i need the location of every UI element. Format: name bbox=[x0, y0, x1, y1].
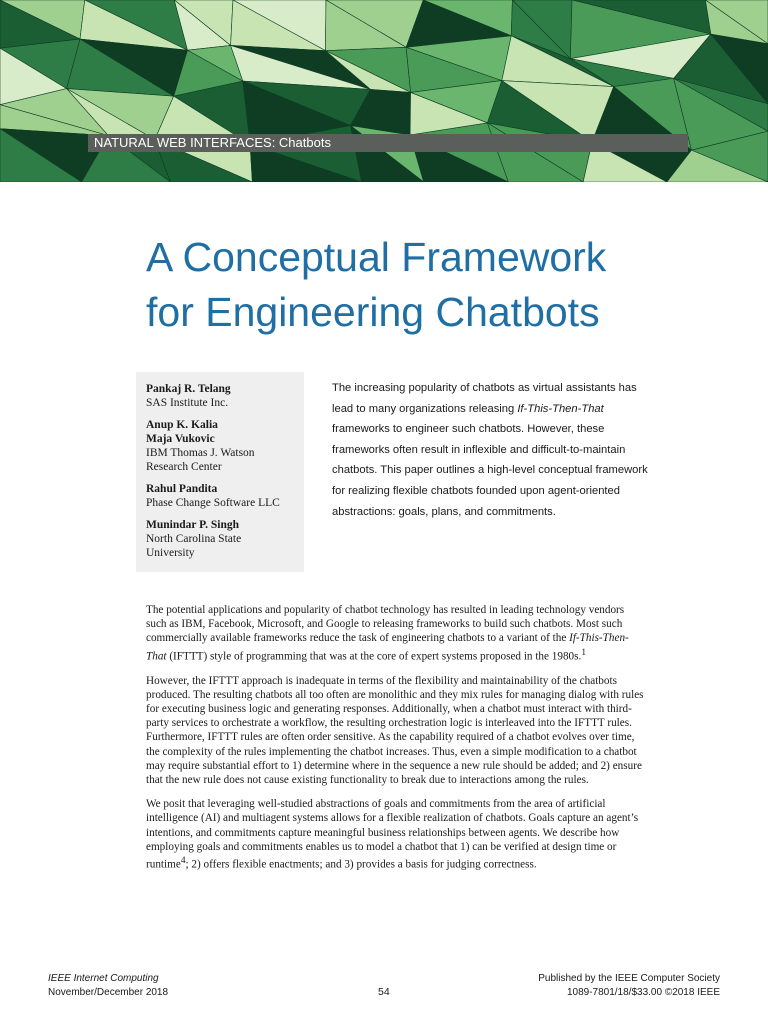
author-affiliation: IBM Thomas J. Watson bbox=[146, 447, 255, 459]
title-line-2: for Engineering Chatbots bbox=[146, 289, 600, 335]
p1-italic: If-This-Then-That bbox=[146, 632, 629, 663]
footer-left bbox=[48, 972, 168, 1000]
author-affiliation: North Carolina State bbox=[146, 533, 242, 545]
author-block bbox=[146, 418, 304, 474]
author-name: Anup K. Kalia bbox=[146, 419, 218, 431]
page-number: 54 bbox=[378, 986, 390, 998]
author-affiliation: University bbox=[146, 547, 195, 559]
article-title bbox=[146, 230, 726, 340]
author-block bbox=[146, 482, 304, 510]
author-name: Pankaj R. Telang bbox=[146, 383, 231, 395]
copyright: 1089-7801/18/$33.00 ©2018 IEEE bbox=[566, 987, 720, 998]
footnote-ref-4: 4 bbox=[180, 855, 186, 866]
header-banner bbox=[0, 0, 768, 182]
abstract-text-2: frameworks to engineer such chatbots. However, these frameworks often result in inflexible and difficult-to-maintain chatbots. This paper outlines a high-level conceptual framework for realizing flexible chatbots founded upon agent-oriented abstractions: goals, plans, and commitments. bbox=[332, 423, 648, 518]
author-affiliation: Phase Change Software LLC bbox=[146, 497, 280, 509]
authors-box bbox=[136, 372, 304, 572]
author-affiliation: Research Center bbox=[146, 461, 222, 473]
author-affiliation: SAS Institute Inc. bbox=[146, 397, 229, 409]
abstract-italic: If-This-Then-That bbox=[517, 402, 604, 415]
author-block bbox=[146, 518, 304, 560]
issue-date: November/December 2018 bbox=[48, 987, 169, 998]
p3-text-1: We posit that leveraging well-studied abstractions of goals and commitments from the area of artificial intelligence (AI) and multiagent systems allows for a flexible realization of chatbots. Goals capture an agent’s intentions, and commitments capture meaningful business relationships between agents. We describe how employing goals and commitments enables us to model a chatbot that 1) can be verified at design time or runtime bbox=[146, 798, 639, 871]
section-label: NATURAL WEB INTERFACES: Chatbots bbox=[88, 134, 688, 152]
p1-text-1: The potential applications and popularity of chatbot technology has resulted in leading technology vendors such as IBM, Facebook, Microsoft, and Google to releasing frameworks to build such chatbots. Most such commercially available frameworks reduce the task of engineering chatbots to a variant of the bbox=[146, 604, 625, 645]
journal-name: IEEE Internet Computing bbox=[48, 973, 159, 984]
footnote-ref-1: 1 bbox=[581, 647, 586, 658]
author-name: Rahul Pandita bbox=[146, 483, 218, 495]
publisher: Published by the IEEE Computer Society bbox=[538, 973, 720, 984]
footer-right bbox=[538, 972, 720, 1000]
title-line-1: A Conceptual Framework bbox=[146, 234, 607, 280]
paragraph-3 bbox=[146, 797, 646, 872]
author-name: Munindar P. Singh bbox=[146, 519, 240, 531]
paragraph-1 bbox=[146, 603, 646, 664]
author-name: Maja Vukovic bbox=[146, 433, 215, 445]
p3-text-2: ; 2) offers flexible enactments; and 3) provides a basis for judging correctness. bbox=[185, 858, 537, 871]
author-block bbox=[146, 382, 304, 410]
body-text bbox=[146, 603, 646, 882]
p1-text-2: (IFTTT) style of programming that was at the core of expert systems proposed in the 1980s. bbox=[166, 650, 582, 663]
abstract bbox=[332, 378, 652, 522]
abstract-text-1: The increasing popularity of chatbots as virtual assistants has lead to many organizations releasing bbox=[332, 382, 637, 415]
geometric-pattern bbox=[0, 0, 768, 182]
paragraph-2: However, the IFTTT approach is inadequate in terms of the flexibility and maintainability of the chatbots produced. The resulting chatbots all too often are monolithic and they mix rules for managing dialog with rules for executing business logic and generating responses. Additionally, when a chatbot must interact with third-party services to orchestrate a workflow, the resulting orchestration logic is interleaved into the IFTTT rules. Furthermore, IFTTT rules are often order sensitive. As the capability required of a chatbot evolves over time, the complexity of the rules implementing the chatbot increases. Thus, even a simple modification to a chatbot may require substantial effort to 1) determine where in the sequence a new rule should be added; and 2) ensure that the new rule does not cause existing functionality to break due to interactions among the rules. bbox=[146, 674, 644, 786]
